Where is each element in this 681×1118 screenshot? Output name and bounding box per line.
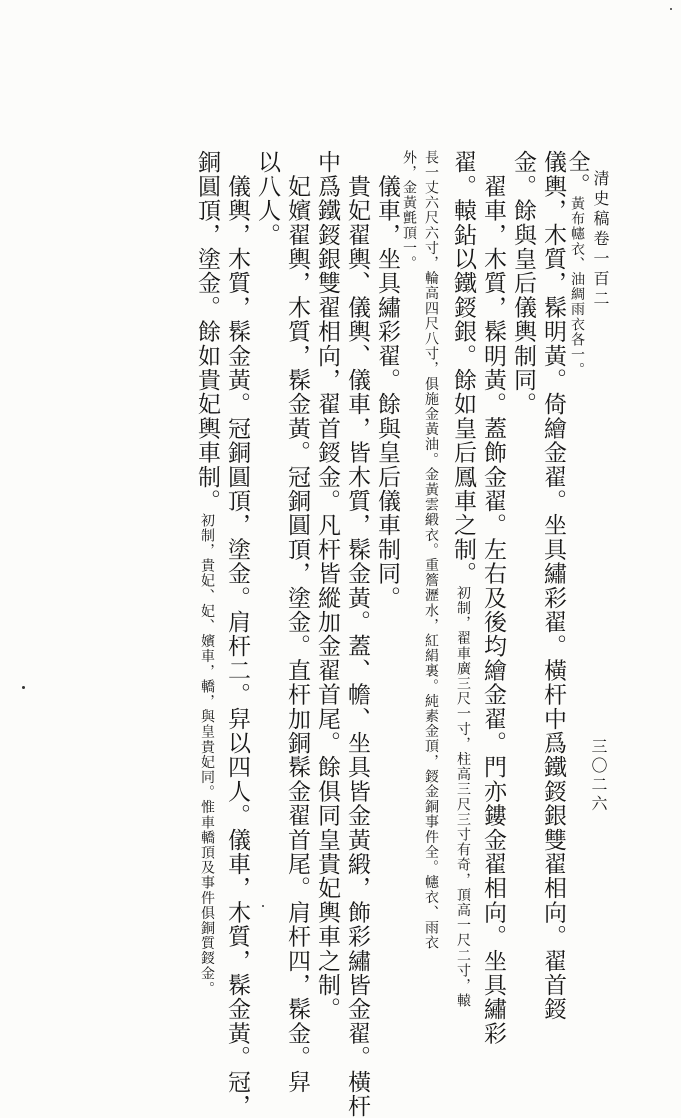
column-6-note: 長一丈六尺六寸，輪高四尺八寸，俱施金黃油。金黃雲緞衣。重簷瀝水，紅絹裏。純素金頂，鋄金銅事件全。幰衣、雨衣 bbox=[423, 150, 439, 951]
text-column-3 bbox=[506, 150, 534, 416]
text-column-8 bbox=[370, 150, 398, 610]
column-13-text: 儀輿，木質，髹金黃。冠銅圓頂，塗金。肩杆二。舁以四人。儀車，木質，髹金黃。冠， bbox=[224, 150, 250, 1118]
text-column-11 bbox=[280, 150, 308, 1094]
text-column-9 bbox=[340, 150, 368, 1118]
running-header: 清史稿卷一百二 bbox=[591, 170, 610, 310]
column-7-note: 外，金黃氈頂一。 bbox=[401, 150, 417, 271]
page-number: 三〇二六 bbox=[589, 738, 608, 814]
column-1-segment-1: 全。 bbox=[565, 150, 590, 197]
text-column-13 bbox=[220, 150, 248, 1118]
column-14-note: 初制，貴妃、妃、嬪車，轎，與皇貴妃同。惟車轎頂及事件俱銅質鋄金。 bbox=[199, 513, 215, 997]
text-column-6 bbox=[420, 150, 438, 950]
text-column-7 bbox=[398, 150, 416, 271]
ink-speck bbox=[22, 686, 25, 689]
text-column-2 bbox=[536, 150, 564, 1021]
column-3-text: 金。餘與皇后儀輿制同。 bbox=[510, 150, 536, 417]
column-1-note: 黃布幰衣、油綢雨衣各一。 bbox=[569, 196, 585, 378]
column-10-text: 中爲鐵鋄銀雙翟相向，翟首鋄金。凡杆皆縱加金翟首尾。餘俱同皇貴妃輿車之制。 bbox=[314, 150, 340, 1022]
text-column-4 bbox=[476, 150, 504, 1045]
column-8-text: 儀車，坐具繡彩翟。餘與皇后儀車制同。 bbox=[374, 150, 400, 610]
column-5-text: 翟。轅鉆以鐵鋄銀。餘如皇后鳳車之制。 bbox=[450, 150, 476, 586]
column-14-text: 銅圓頂，塗金。餘如貴妃輿車制。 bbox=[194, 150, 220, 513]
column-5-note: 初制，翟車廣三尺一寸，柱高三尺三寸有奇，頂高一尺二寸，轅 bbox=[455, 585, 471, 1009]
text-column-5 bbox=[446, 150, 474, 1008]
column-9-text: 貴妃翟輿、儀輿、儀車，皆木質，髹金黃。蓋、幨、坐具皆金黃緞，飾彩繡皆金翟。橫杆 bbox=[344, 150, 370, 1118]
text-column-10 bbox=[310, 150, 338, 1021]
column-12-text: 以八人。 bbox=[254, 150, 280, 247]
text-column-12 bbox=[250, 150, 278, 247]
column-11-text: 妃嬪翟輿，木質，髹金黃。冠銅圓頂，塗金。直杆加銅髹金翟首尾。肩杆四，髹金。舁 bbox=[284, 150, 310, 1094]
ink-speck bbox=[262, 905, 264, 907]
text-column-1 bbox=[565, 150, 590, 378]
ink-speck bbox=[670, 8, 672, 10]
text-column-14 bbox=[190, 150, 218, 996]
column-2-text: 儀輿，木質，髹明黃。倚繪金翟。坐具繡彩翟。橫杆中爲鐵鋄銀雙翟相向。翟首鋄 bbox=[540, 150, 566, 1022]
column-4-text: 翟車，木質，髹明黃。蓋飾金翟。左右及後均繪金翟。門亦鏤金翟相向。坐具繡彩 bbox=[480, 150, 506, 1046]
